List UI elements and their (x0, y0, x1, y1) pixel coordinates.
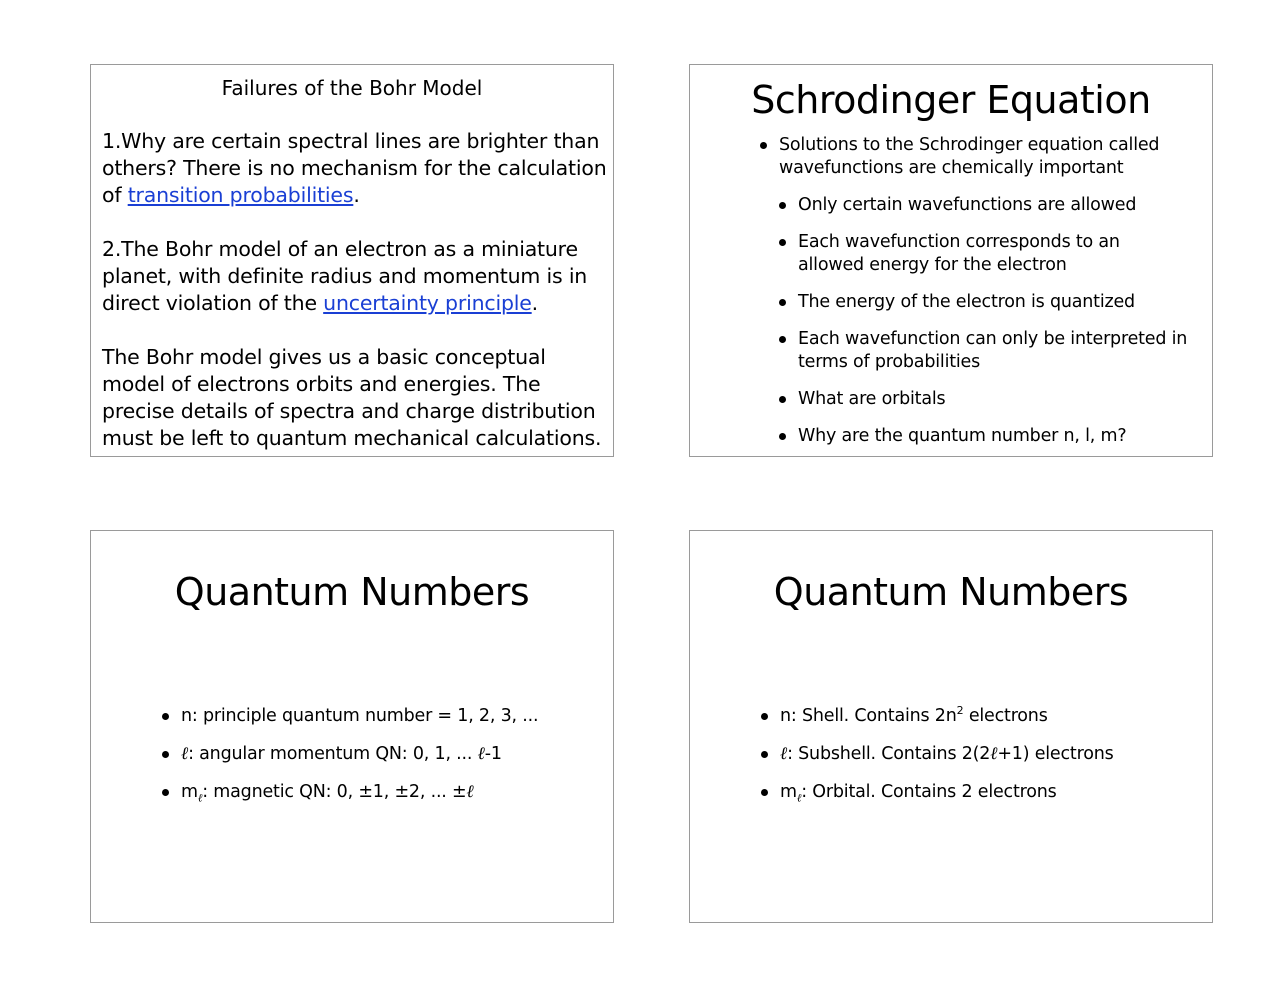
ell-symbol: ℓ (181, 744, 189, 764)
bullet-text: Why are the quantum number n, l, m? (798, 426, 1127, 446)
slide-body (102, 128, 607, 452)
slide-title: Failures of the Bohr Model (221, 76, 483, 100)
list-item (181, 705, 601, 728)
bullet-icon (779, 299, 786, 306)
list-item (798, 291, 1189, 314)
bullet-text: The energy of the electron is quantized (798, 292, 1135, 312)
list-item (780, 743, 1200, 766)
ell-symbol: ℓ (990, 744, 998, 764)
bullet-icon (162, 751, 169, 758)
paragraph-2 (102, 236, 607, 317)
list-item (798, 328, 1189, 374)
bullet-text: Each wavefunction corresponds to an allowed energy for the electron (798, 232, 1120, 275)
paragraph-1-text: 1.Why are certain spectral lines are brighter than others? There is no mechanism for the calculation of (102, 129, 607, 207)
superscript: 2 (956, 704, 964, 718)
paragraph-3: The Bohr model gives us a basic conceptual model of electrons orbits and energies. The precise details of spectra and charge distribution must be left to quantum mechanical calculations. (102, 345, 602, 450)
m-symbol: m (780, 782, 797, 802)
paragraph-1-end: . (353, 183, 360, 207)
bullet-text: : magnetic QN: 0, ±1, ±2, ... ± (202, 782, 467, 802)
bullet-text: n: Shell. Contains 2n (780, 706, 957, 726)
m-symbol: m (181, 782, 198, 802)
bullet-text-end: -1 (484, 744, 502, 764)
bullet-text: What are orbitals (798, 389, 946, 409)
list-item (798, 194, 1189, 217)
bullet-text: : Subshell. Contains 2(2 (787, 744, 991, 764)
ell-symbol: ℓ (477, 744, 485, 764)
bullet-list (181, 705, 601, 819)
slide-schrodinger (689, 64, 1213, 457)
bullet-text: : Orbital. Contains 2 electrons (801, 782, 1057, 802)
ell-symbol: ℓ (466, 782, 474, 802)
bullet-icon (162, 789, 169, 796)
list-item (181, 781, 601, 804)
ell-subscript: ℓ (197, 791, 203, 805)
bullet-icon (779, 433, 786, 440)
bullet-list (779, 134, 1189, 462)
bullet-text: Only certain wavefunctions are allowed (798, 195, 1137, 215)
bullet-icon (761, 713, 768, 720)
transition-probabilities-link[interactable]: transition probabilities (127, 183, 354, 207)
list-item (779, 134, 1189, 180)
slide-quantum-numbers-1 (90, 530, 614, 923)
slide-title: Quantum Numbers (773, 570, 1129, 614)
ell-subscript: ℓ (796, 791, 802, 805)
list-item (181, 743, 601, 766)
paragraph-2-end: . (531, 291, 538, 315)
bullet-icon (779, 396, 786, 403)
bullet-icon (761, 789, 768, 796)
bullet-icon (761, 751, 768, 758)
bullet-icon (779, 239, 786, 246)
slide-title: Quantum Numbers (174, 570, 530, 614)
list-item (798, 425, 1189, 448)
bullet-icon (779, 202, 786, 209)
list-item (798, 231, 1189, 277)
bullet-icon (760, 142, 767, 149)
bullet-icon (162, 713, 169, 720)
bullet-icon (779, 336, 786, 343)
bullet-text: n: principle quantum number = 1, 2, 3, ... (181, 706, 539, 726)
bullet-text: : angular momentum QN: 0, 1, ... (188, 744, 478, 764)
slide-bohr-failures (90, 64, 614, 457)
list-item (780, 705, 1200, 728)
list-item (780, 781, 1200, 804)
paragraph-1 (102, 128, 607, 209)
bullet-text-end: electrons (963, 706, 1048, 726)
slide-title: Schrodinger Equation (751, 78, 1151, 122)
slide-quantum-numbers-2 (689, 530, 1213, 923)
list-item (798, 388, 1189, 411)
bullet-text-end: +1) electrons (997, 744, 1114, 764)
paragraph-2-text: 2.The Bohr model of an electron as a miniature planet, with definite radius and momentum is in direct violation of the (102, 237, 588, 315)
bullet-text: Solutions to the Schrodinger equation called wavefunctions are chemically important (779, 135, 1160, 178)
uncertainty-principle-link[interactable]: uncertainty principle (323, 291, 532, 315)
ell-symbol: ℓ (780, 744, 788, 764)
bullet-list (780, 705, 1200, 819)
bullet-text: Each wavefunction can only be interpreted in terms of probabilities (798, 329, 1188, 372)
